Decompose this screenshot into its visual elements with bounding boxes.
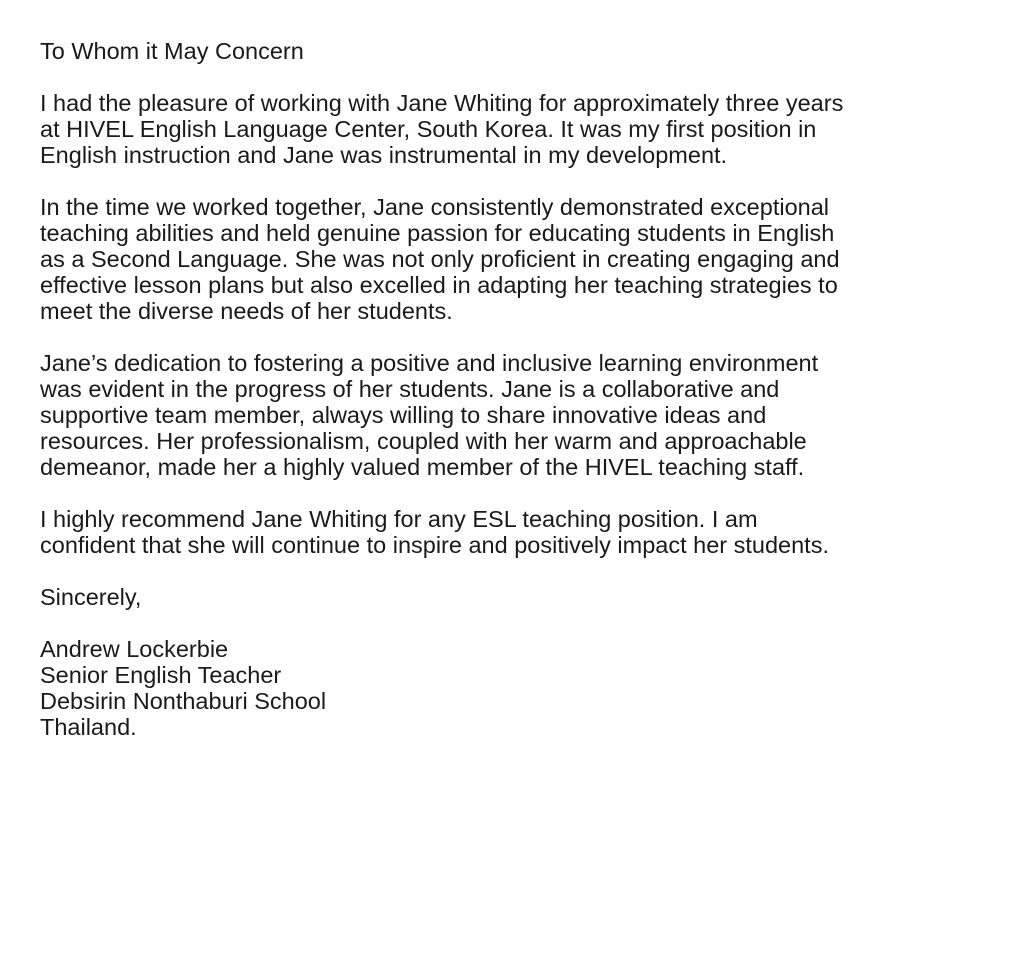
paragraph-2: [40, 194, 1000, 324]
paragraph-line: I highly recommend Jane Whiting for any ESL teaching position. I am: [40, 506, 758, 532]
signer-name: Andrew Lockerbie: [40, 636, 229, 662]
paragraph-line: confident that she will continue to inspire and positively impact her students.: [40, 532, 829, 558]
paragraph-line: supportive team member, always willing to share innovative ideas and: [40, 402, 767, 428]
signer-organization: Debsirin Nonthaburi School: [40, 688, 327, 714]
paragraph-line: effective lesson plans but also excelled in adapting her teaching strategies to: [40, 272, 838, 298]
paragraph-3: [40, 350, 1000, 480]
paragraph-line: meet the diverse needs of her students.: [40, 298, 453, 324]
signature-block: [40, 636, 1000, 740]
letter-greeting: [40, 38, 1000, 64]
paragraph-line: Jane’s dedication to fostering a positive and inclusive learning environment: [40, 350, 819, 376]
paragraph-line: at HIVEL English Language Center, South Korea. It was my first position in: [40, 116, 817, 142]
reference-letter: [40, 38, 1000, 740]
paragraph-line: resources. Her professionalism, coupled with her warm and approachable: [40, 428, 807, 454]
paragraph-1: [40, 90, 1000, 168]
paragraph-line: teaching abilities and held genuine passion for educating students in English: [40, 220, 835, 246]
paragraph-line: In the time we worked together, Jane consistently demonstrated exceptional: [40, 194, 830, 220]
signer-country: Thailand.: [40, 714, 137, 740]
paragraph-line: demeanor, made her a highly valued member of the HIVEL teaching staff.: [40, 454, 805, 480]
paragraph-line: as a Second Language. She was not only proficient in creating engaging and: [40, 246, 840, 272]
greeting-line: To Whom it May Concern: [40, 38, 304, 64]
letter-closing: [40, 584, 1000, 610]
closing-line: Sincerely,: [40, 584, 142, 610]
signer-title: Senior English Teacher: [40, 662, 282, 688]
paragraph-4: [40, 506, 1000, 558]
paragraph-line: English instruction and Jane was instrumental in my development.: [40, 142, 728, 168]
paragraph-line: I had the pleasure of working with Jane Whiting for approximately three years: [40, 90, 844, 116]
paragraph-line: was evident in the progress of her students. Jane is a collaborative and: [40, 376, 780, 402]
